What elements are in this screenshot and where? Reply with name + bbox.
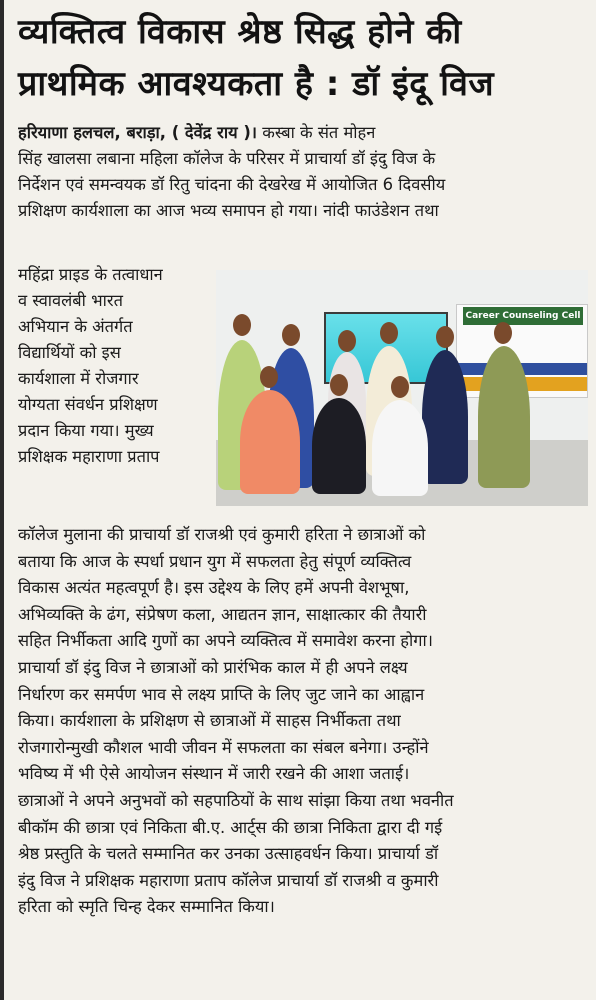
article-line: सहित निर्भीकता आदि गुणों का अपने व्यक्तित्व में समावेश करना होगा। [18, 631, 433, 651]
article-line: बीकॉम की छात्रा एवं निकिता बी.ए. आर्ट्स की छात्रा निकिता द्वारा दी गई [18, 817, 443, 837]
person-figure [312, 398, 366, 494]
article-line: विकास अत्यंत महत्वपूर्ण है। इस उद्देश्य के लिए हमें अपनी वेशभूषा, [18, 578, 410, 598]
dateline: हरियाणा हलचल, बराड़ा, ( देवेंद्र राय )। [18, 123, 258, 142]
article-side-column [18, 262, 214, 470]
headline [18, 6, 588, 110]
article-line: योग्यता संवर्धन प्रशिक्षण [18, 395, 158, 414]
article-line: प्रशिक्षक महाराणा प्रताप [18, 447, 160, 466]
person-head [233, 314, 251, 336]
person-head [330, 374, 348, 396]
headline-line-1: व्यक्तित्व विकास श्रेष्ठ सिद्ध होने की [18, 12, 462, 52]
article-line: इंदु विज ने प्रशिक्षक महाराणा प्रताप कॉलेज प्राचार्या डॉ राजश्री व कुमारी [18, 870, 439, 890]
news-photo [216, 270, 588, 506]
person-head [380, 322, 398, 344]
person-figure [478, 346, 530, 488]
banner-title: Career Counseling Cell [463, 307, 583, 325]
article-line: छात्राओं ने अपने अनुभवों को सहपाठियों के साथ सांझा किया तथा भवनीत [18, 790, 454, 810]
article-line: प्रदान किया गया। मुख्य [18, 421, 154, 440]
article-line [18, 120, 590, 146]
article-line: अभिव्यक्ति के ढंग, संप्रेषण कला, आद्यतन ज्ञान, साक्षात्कार की तैयारी [18, 604, 427, 624]
person-head [282, 324, 300, 346]
person-head [260, 366, 278, 388]
article-line: महिंद्रा प्राइड के तत्वाधान [18, 265, 163, 284]
article-line: अभियान के अंतर्गत [18, 317, 133, 336]
article-line: निर्धारण कर समर्पण भाव से लक्ष्य प्राप्ति के लिए जुट जाने का आह्वान [18, 684, 425, 704]
article-line: सिंह खालसा लबाना महिला कॉलेज के परिसर में प्राचार्या डॉ इंदु विज के [18, 149, 436, 168]
article-body [18, 522, 590, 921]
article-line: प्राचार्या डॉ इंदु विज ने छात्राओं को प्रारंभिक काल में ही अपने लक्ष्य [18, 657, 408, 677]
article-line-text: कस्बा के संत मोहन [257, 123, 376, 142]
article-line: किया। कार्यशाला के प्रशिक्षण से छात्राओं में साहस निर्भीकता तथा [18, 711, 401, 731]
article-line: कार्यशाला में रोजगार [18, 369, 139, 388]
article-line: हरिता को स्मृति चिन्ह देकर सम्मानित किया। [18, 897, 275, 917]
person-figure [372, 400, 428, 496]
article-line: भविष्य में भी ऐसे आयोजन संस्थान में जारी रखने की आशा जताई। [18, 764, 410, 784]
person-figure [422, 350, 468, 484]
person-head [436, 326, 454, 348]
article-line: श्रेष्ठ प्रस्तुति के चलते सम्मानित कर उनका उत्साहवर्धन किया। प्राचार्या डॉ [18, 844, 439, 864]
article-line: बताया कि आज के स्पर्धा प्रधान युग में सफलता हेतु संपूर्ण व्यक्तित्व [18, 551, 412, 571]
article-line: कॉलेज मुलाना की प्राचार्या डॉ राजश्री एवं कुमारी हरिता ने छात्राओं को [18, 525, 426, 544]
person-head [391, 376, 409, 398]
article-line: रोजगारोन्मुखी कौशल भावी जीवन में सफलता का संबल बनेगा। उन्होंने [18, 737, 429, 757]
headline-line-2: प्राथमिक आवश्यकता है : डॉ इंदू विज [18, 64, 495, 104]
article-line: व स्वावलंबी भारत [18, 291, 123, 310]
article-intro [18, 120, 590, 224]
article-line: निर्देशन एवं समन्वयक डॉ रितु चांदना की देखरेख में आयोजित 6 दिवसीय [18, 175, 446, 194]
person-figure [240, 390, 300, 494]
person-head [494, 322, 512, 344]
person-head [338, 330, 356, 352]
article-line: विद्यार्थियों को इस [18, 343, 121, 362]
article-line: प्रशिक्षण कार्यशाला का आज भव्य समापन हो गया। नांदी फाउंडेशन तथा [18, 201, 439, 220]
